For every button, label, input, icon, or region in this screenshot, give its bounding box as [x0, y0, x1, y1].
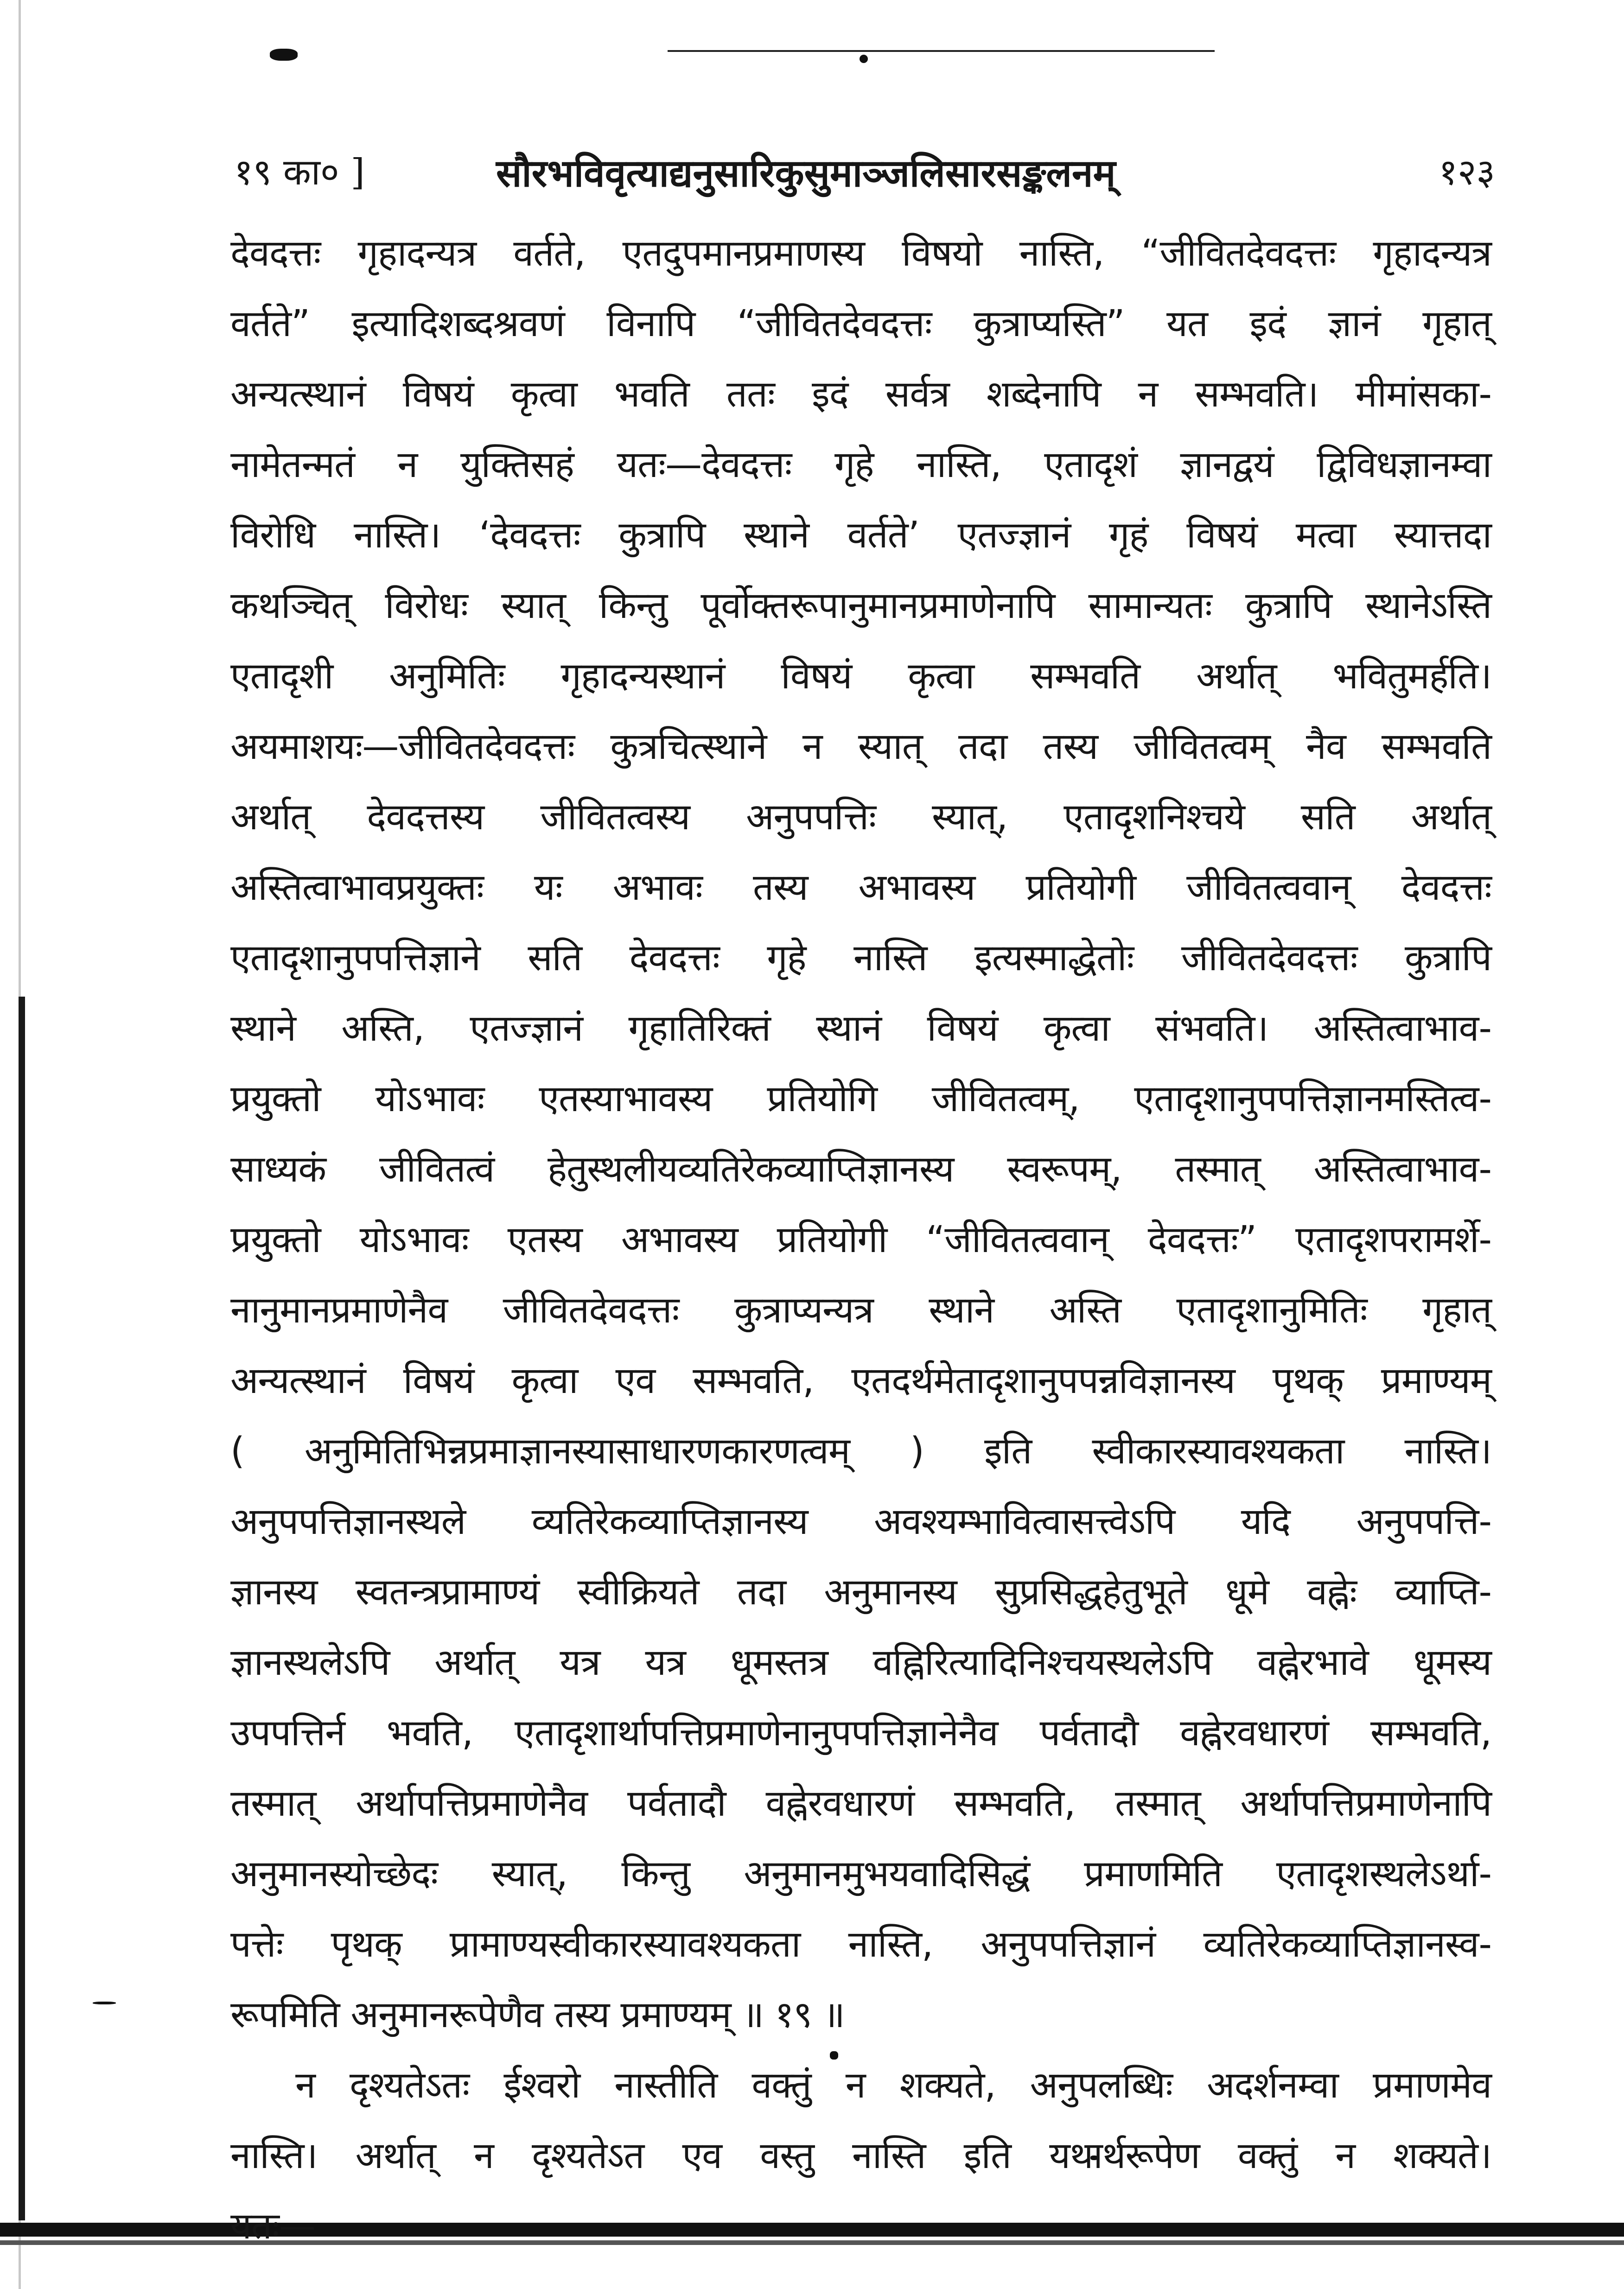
text-line: एतादृशानुपपत्तिज्ञाने सति देवदत्तः गृहे नास्ति इत्यस्माद्धेतोः जीवितदेवदत्तः कुत्रापि — [230, 936, 1491, 979]
running-header — [234, 146, 1495, 202]
text-line: अनुपपत्तिज्ञानस्थले व्यतिरेकव्याप्तिज्ञानस्य अवश्यम्भावित्वासत्त्वेऽपि यदि अनुपपत्ति- — [230, 1500, 1491, 1543]
text-line: अनुमानस्योच्छेदः स्यात्, किन्तु अनुमानमुभयवादिसिद्धं प्रमाणमिति एतादृशस्थलेऽर्था- — [230, 1852, 1491, 1895]
text-line: पत्तेः पृथक् प्रामाण्यस्वीकारस्यावश्यकता नास्ति, अनुपपत्तिज्ञानं व्यतिरेकव्याप्तिज्ञानस्व- — [230, 1923, 1491, 1965]
text-line: यतः— — [230, 2205, 315, 2247]
text-line: कथञ्चित् विरोधः स्यात् किन्तु पूर्वोक्तरूपानुमानप्रमाणेनापि सामान्यतः कुत्रापि स्थानेऽस्ति — [230, 584, 1491, 627]
text-line: नानुमानप्रमाणेनैव जीवितदेवदत्तः कुत्राप्यन्यत्र स्थाने अस्ति एतादृशानुमितिः गृहात् — [230, 1289, 1491, 1331]
text-line: तस्मात् अर्थापत्तिप्रमाणेनैव पर्वतादौ वह्नेरवधारणं सम्भवति, तस्मात् अर्थापत्तिप्रमाणेनापि — [230, 1782, 1491, 1825]
text-line: नामेतन्मतं न युक्तिसहं यतः—देवदत्तः गृहे नास्ति, एतादृशं ज्ञानद्वयं द्विविधज्ञानम्वा — [230, 443, 1491, 486]
body-text — [230, 218, 1491, 2261]
text-line: अन्यत्स्थानं विषयं कृत्वा भवति ततः इदं सर्वत्र शब्देनापि न सम्भवति। मीमांसका- — [230, 373, 1491, 415]
text-line: साध्यकं जीवितत्वं हेतुस्थलीयव्यतिरेकव्याप्तिज्ञानस्य स्वरूपम्, तस्मात् अस्तित्वाभाव- — [230, 1148, 1491, 1190]
text-line: अन्यत्स्थानं विषयं कृत्वा एव सम्भवति, एतदर्थमेतादृशानुपपन्नविज्ञानस्य पृथक् प्रमाण्यम् — [230, 1359, 1491, 1402]
title-underline — [668, 50, 1215, 52]
text-line: प्रयुक्तो योऽभावः एतस्याभावस्य प्रतियोगि जीवितत्वम्, एतादृशानुपपत्तिज्ञानमस्तित्व- — [230, 1077, 1491, 1120]
text-line: अस्तित्वाभावप्रयुक्तः यः अभावः तस्य अभावस्य प्रतियोगी जीवितत्ववान् देवदत्तः — [230, 866, 1491, 909]
section-label: १९ का० ] — [234, 152, 365, 193]
text-line: देवदत्तः गृहादन्यत्र वर्तते, एतदुपमानप्रमाणस्य विषयो नास्ति, “जीवितदेवदत्तः गृहादन्यत्र — [230, 232, 1491, 274]
text-line: उपपत्तिर्न भवति, एतादृशार्थापत्तिप्रमाणेनानुपपत्तिज्ञानेनैव पर्वतादौ वह्नेरवधारणं सम्भवति, — [230, 1711, 1491, 1754]
text-line: ( अनुमितिभिन्नप्रमाज्ञानस्यासाधारणकारणत्वम् ) इति स्वीकारस्यावश्यकता नास्ति। — [230, 1430, 1491, 1472]
text-line: वर्तते” इत्यादिशब्दश्रवणं विनापि “जीवितदेवदत्तः कुत्राप्यस्ति” यत इदं ज्ञानं गृहात् — [230, 302, 1491, 345]
page-title: सौरभविवृत्याद्यनुसारिकुसुमाञ्जलिसारसङ्कलनम् — [496, 151, 1116, 196]
text-line: अर्थात् देवदत्तस्य जीवितत्वस्य अनुपपत्तिः स्यात्, एतादृशनिश्चये सति अर्थात् — [230, 795, 1491, 838]
text-line: विरोधि नास्ति। ‘देवदत्तः कुत्रापि स्थाने वर्तते’ एतज्ज्ञानं गृहं विषयं मत्वा स्यात्तदा — [230, 514, 1491, 556]
text-line: न दृश्यतेऽतः ईश्वरो नास्तीति वक्तुं न शक्यते, अनुपलब्धिः अदर्शनम्वा प्रमाणमेव — [295, 2064, 1491, 2106]
text-line: एतादृशी अनुमितिः गृहादन्यस्थानं विषयं कृत्वा सम्भवति अर्थात् भवितुमर्हति। — [230, 655, 1491, 697]
text-line: प्रयुक्तो योऽभावः एतस्य अभावस्य प्रतियोगी “जीवितत्ववान् देवदत्तः” एतादृशपरामर्शे- — [230, 1218, 1491, 1261]
text-line: नास्ति। अर्थात् न दृश्यतेऽत एव वस्तु नास्ति इति यथार्थरूपेण वक्तुं न शक्यते। — [230, 2134, 1491, 2177]
ink-blot — [270, 49, 298, 61]
header-dot — [860, 55, 868, 63]
page-number: १२३ — [1439, 152, 1495, 193]
text-line: ज्ञानस्य स्वतन्त्रप्रामाण्यं स्वीक्रियते तदा अनुमानस्य सुप्रसिद्धहेतुभूते धूमे वह्नेः व्याप्ति- — [230, 1571, 1491, 1613]
text-line: ज्ञानस्थलेऽपि अर्थात् यत्र यत्र धूमस्तत्र वह्निरित्यादिनिश्चयस्थलेऽपि वह्नेरभावे धूमस्य — [230, 1641, 1491, 1684]
text-line: अयमाशयः—जीवितदेवदत्तः कुत्रचित्स्थाने न स्यात् तदा तस्य जीवितत्वम् नैव सम्भवति — [230, 725, 1491, 768]
margin-mark — [93, 2002, 116, 2004]
text-line: रूपमिति अनुमानरूपेणैव तस्य प्रमाण्यम् ॥ १९ ॥ — [230, 1993, 845, 2036]
text-line: स्थाने अस्ति, एतज्ज्ञानं गृहातिरिक्तं स्थानं विषयं कृत्वा संभवति। अस्तित्वाभाव- — [230, 1007, 1491, 1049]
scan-binding-shadow — [19, 997, 25, 2220]
